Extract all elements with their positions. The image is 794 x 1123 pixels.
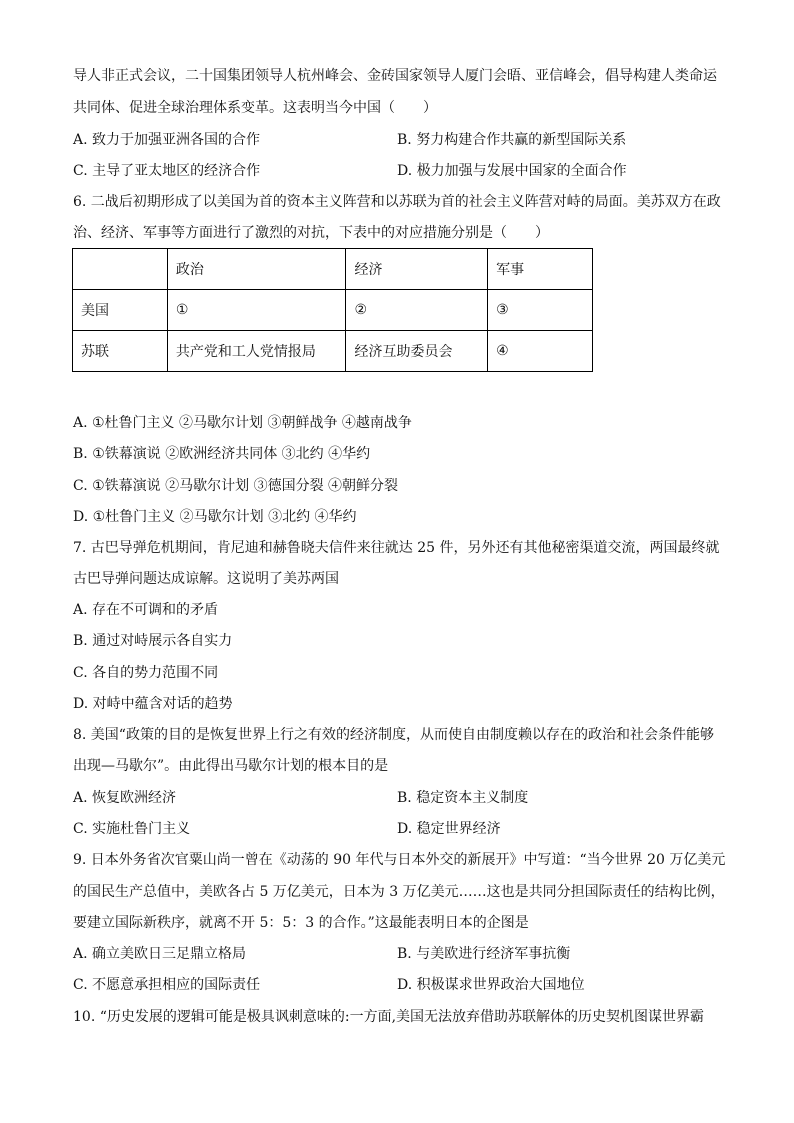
q7-option-c: C. 各自的势力范围不同 <box>73 665 219 681</box>
q5-stem-line-2: 共同体、促进全球治理体系变革。这表明当今中国（ ） <box>73 100 437 116</box>
q6-stem-line-1: 6. 二战后初期形成了以美国为首的资本主义阵营和以苏联为首的社会主义阵营对峙的局面。美苏双方在政 <box>73 194 721 210</box>
table-cell: 共产党和工人党情报局 <box>167 331 346 372</box>
q9-stem-line-2: 的国民生产总值中，美欧各占 5 万亿美元，日本为 3 万亿美元……这也是共同分担国际责任的结构比例， <box>73 884 725 900</box>
q8-stem-line-2: 出现—马歇尔”。由此得出马歇尔计划的根本目的是 <box>73 758 389 774</box>
q9-option-d: D. 积极谋求世界政治大国地位 <box>397 977 585 993</box>
q7-stem-line-1: 7. 古巴导弹危机期间，肯尼迪和赫鲁晓夫信件来往就达 25 件，另外还有其他秘密渠道交流，两国最终就 <box>73 540 720 556</box>
q5-option-a: A. 致力于加强亚洲各国的合作 <box>73 132 261 148</box>
q6-stem-line-2: 治、经济、军事等方面进行了激烈的对抗，下表中的对应措施分别是（ ） <box>73 225 549 241</box>
q5-option-b: B. 努力构建合作共赢的新型国际关系 <box>397 132 627 148</box>
q8-stem-line-1: 8. 美国“政策的目的是恢复世界上行之有效的经济制度，从而使自由制度赖以存在的政治和社会条件能够 <box>73 727 714 743</box>
table-header-economy: 经济 <box>346 249 488 290</box>
table-row-ussr <box>73 331 593 372</box>
q6-option-d: D. ①杜鲁门主义 ②马歇尔计划 ③北约 ④华约 <box>73 509 357 525</box>
q5-option-d: D. 极力加强与发展中国家的全面合作 <box>397 163 627 179</box>
q9-stem-line-1: 9. 日本外务省次官粟山尚一曾在《动荡的 90 年代与日本外交的新展开》中写道：“当今世界 20 万亿美元 <box>73 852 726 868</box>
q6-option-c: C. ①铁幕演说 ②马歇尔计划 ③德国分裂 ④朝鲜分裂 <box>73 478 399 494</box>
table-header-military: 军事 <box>488 249 593 290</box>
table-cell: 经济互助委员会 <box>346 331 488 372</box>
table-cell: ③ <box>488 290 593 331</box>
table-cell <box>73 249 168 290</box>
q7-stem-line-2: 古巴导弹问题达成谅解。这说明了美苏两国 <box>73 571 339 587</box>
table-cell: 美国 <box>73 290 168 331</box>
q10-stem-line-1: 10. “历史发展的逻辑可能是极具讽刺意味的:一方面,美国无法放弃借助苏联解体的历史契机图谋世界霸 <box>73 1009 705 1025</box>
q9-option-b: B. 与美欧进行经济军事抗衡 <box>397 946 571 962</box>
q6-option-b: B. ①铁幕演说 ②欧洲经济共同体 ③北约 ④华约 <box>73 446 371 462</box>
q9-stem-line-3: 要建立国际新秩序，就离不开 5：5：3 的合作。”这最能表明日本的企图是 <box>73 915 529 931</box>
table-cell: 苏联 <box>73 331 168 372</box>
q7-option-d: D. 对峙中蕴含对话的趋势 <box>73 696 233 712</box>
table-cell: ④ <box>488 331 593 372</box>
q5-stem-line-1: 导人非正式会议，二十国集团领导人杭州峰会、金砖国家领导人厦门会晤、亚信峰会，倡导构建人类命运 <box>73 68 717 84</box>
q8-option-b: B. 稳定资本主义制度 <box>397 790 529 806</box>
q8-option-a: A. 恢复欧洲经济 <box>73 790 177 806</box>
table-cell: ② <box>346 290 488 331</box>
q8-option-c: C. 实施杜鲁门主义 <box>73 821 191 837</box>
q5-option-c: C. 主导了亚太地区的经济合作 <box>73 163 261 179</box>
q9-option-c: C. 不愿意承担相应的国际责任 <box>73 977 261 993</box>
q8-option-d: D. 稳定世界经济 <box>397 821 501 837</box>
q6-option-a: A. ①杜鲁门主义 ②马歇尔计划 ③朝鲜战争 ④越南战争 <box>73 415 412 431</box>
q9-option-a: A. 确立美欧日三足鼎立格局 <box>73 946 247 962</box>
table-row-usa <box>73 290 593 331</box>
table-header-politics: 政治 <box>167 249 346 290</box>
table-header-row <box>73 249 593 290</box>
table-cell: ① <box>167 290 346 331</box>
q6-table <box>72 248 593 372</box>
q7-option-b: B. 通过对峙展示各自实力 <box>73 633 233 649</box>
q7-option-a: A. 存在不可调和的矛盾 <box>73 602 219 618</box>
